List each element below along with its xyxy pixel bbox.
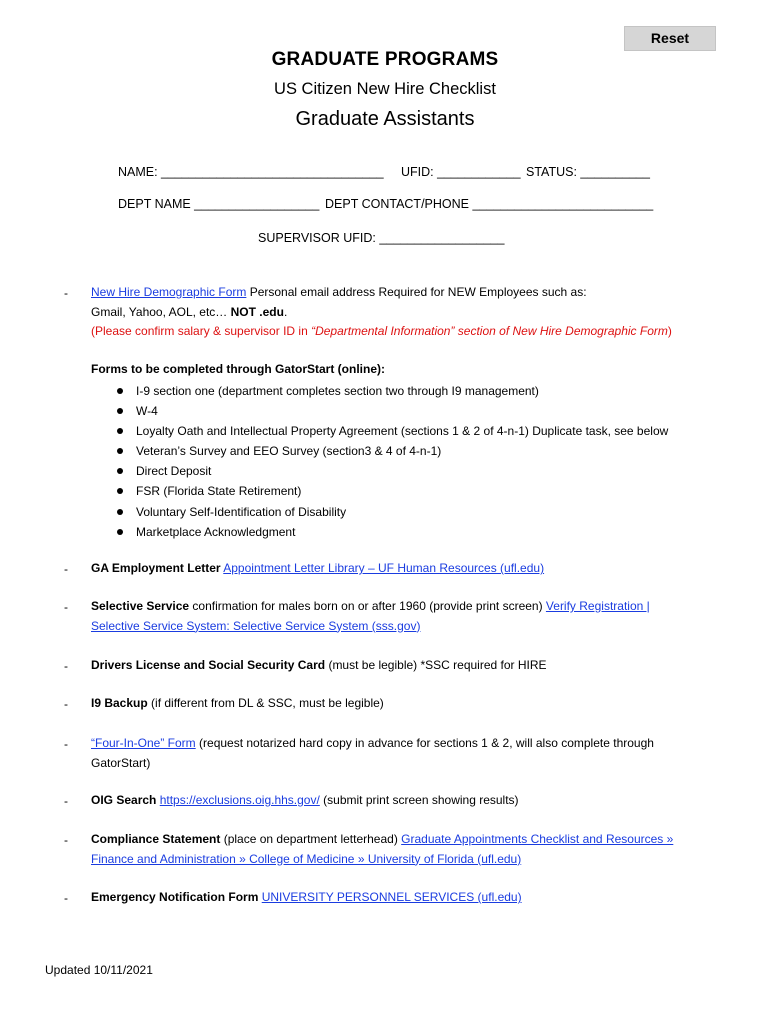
note-text: (Please confirm salary & supervisor ID in [91, 324, 312, 338]
list-item [112, 481, 668, 501]
bullet-icon [117, 509, 123, 515]
item-emphasis: NOT .edu [230, 304, 284, 319]
checklist-item-four-in-one [91, 734, 654, 773]
list-item-label: I-9 section one (department completes section two through I9 management) [136, 384, 539, 398]
updated-date: Updated 10/11/2021 [45, 963, 153, 977]
bullet-icon [117, 388, 123, 394]
checklist-item-emergency [91, 888, 522, 908]
checklist-item-employment-letter [91, 559, 544, 579]
item-title: Compliance Statement [91, 832, 221, 846]
list-dash: - [64, 833, 68, 847]
item-text: (place on department letterhead) [220, 832, 402, 846]
item-title: OIG Search [91, 793, 157, 807]
list-item [112, 381, 668, 401]
list-item-label: FSR (Florida State Retirement) [136, 484, 302, 499]
list-item [112, 522, 668, 542]
list-item [112, 401, 668, 421]
name-field[interactable]: NAME: ________________________________ [118, 165, 384, 179]
item-title: I9 Backup [91, 696, 148, 710]
supervisor-ufid-field[interactable]: SUPERVISOR UFID: __________________ [258, 231, 505, 245]
list-dash: - [64, 562, 68, 576]
appointment-letter-link[interactable]: Appointment Letter Library – UF Human Resources (ufl.edu) [223, 561, 545, 575]
checklist-item-selective-service [91, 597, 650, 636]
item-text: Personal email address Required for NEW Employees such as: [246, 285, 587, 299]
oig-exclusions-link[interactable]: https://exclusions.oig.hhs.gov/ [159, 793, 320, 807]
selective-service-link[interactable]: Selective Service System: Selective Service System (sss.gov) [91, 618, 421, 633]
item-title: Emergency Notification Form [91, 890, 259, 904]
list-dash: - [64, 600, 68, 614]
checklist-item-demographic [91, 283, 672, 342]
page-title: GRADUATE PROGRAMS [271, 49, 499, 70]
item-text: . [283, 304, 288, 319]
list-item [112, 421, 668, 441]
note-text: ) [667, 324, 672, 338]
dept-contact-field[interactable]: DEPT CONTACT/PHONE __________________________ [325, 197, 654, 211]
personnel-services-link[interactable]: UNIVERSITY PERSONNEL SERVICES (ufl.edu) [261, 890, 522, 904]
list-item [112, 461, 668, 481]
page-subtitle-secondary: Graduate Assistants [295, 108, 475, 130]
dept-name-field[interactable]: DEPT NAME __________________ [118, 197, 320, 211]
item-text: (if different from DL & SSC, must be legible) [147, 696, 384, 710]
list-dash: - [64, 794, 68, 808]
item-text: (must be legible) *SSC required for HIRE [325, 658, 547, 672]
new-hire-demographic-link[interactable]: New Hire Demographic Form [91, 285, 247, 299]
note-emphasis: “Departmental Information” section of New Hire Demographic Form [311, 324, 668, 338]
item-title: GA Employment Letter [91, 561, 221, 575]
four-in-one-link[interactable]: “Four-In-One” Form [91, 736, 196, 750]
forms-heading: Forms to be completed through GatorStart (online): [91, 362, 385, 376]
bullet-icon [117, 468, 123, 474]
item-title: Drivers License and Social Security Card [91, 658, 326, 672]
forms-list [112, 381, 668, 542]
list-item-label: Direct Deposit [136, 464, 212, 479]
item-text: Gmail, Yahoo, AOL, etc… [91, 304, 231, 319]
ufid-field[interactable]: UFID: ____________ [401, 165, 521, 179]
item-text: GatorStart) [91, 755, 151, 770]
checklist-item-oig-search [91, 791, 519, 811]
graduate-appointments-link[interactable]: Graduate Appointments Checklist and Resources » [401, 832, 674, 846]
list-item-label: Voluntary Self-Identification of Disability [136, 504, 347, 519]
list-item-label: Marketplace Acknowledgment [136, 524, 296, 539]
item-title: Selective Service [91, 599, 190, 613]
verify-registration-link[interactable]: Verify Registration | [545, 599, 650, 613]
item-text: (request notarized hard copy in advance for sections 1 & 2, will also complete through [195, 736, 654, 750]
list-item-label: Veteran’s Survey and EEO Survey (section3 & 4 of 4-n-1) [136, 444, 442, 459]
checklist-item-compliance [91, 830, 673, 869]
bullet-icon [117, 448, 123, 454]
reset-button[interactable]: Reset [624, 26, 716, 51]
list-item [112, 502, 668, 522]
bullet-icon [117, 529, 123, 535]
list-item-label: W-4 [136, 404, 158, 419]
checklist-item-i9-backup [91, 694, 384, 714]
bullet-icon [117, 428, 123, 434]
checklist-item-license-ssc [91, 656, 547, 676]
page-subtitle: US Citizen New Hire Checklist [274, 80, 496, 98]
list-item [112, 441, 668, 461]
item-text: confirmation for males born on or after 1960 (provide print screen) [189, 599, 546, 613]
finance-administration-link[interactable]: Finance and Administration » College of Medicine » University of Florida (ufl.edu) [91, 851, 522, 866]
item-text: (submit print screen showing results) [319, 793, 519, 807]
list-dash: - [64, 697, 68, 711]
list-item-label: Loyalty Oath and Intellectual Property Agreement (sections 1 & 2 of 4-n-1) Duplicate task, see below [136, 424, 669, 439]
status-field[interactable]: STATUS: __________ [526, 165, 650, 179]
list-dash: - [64, 737, 68, 751]
list-dash: - [64, 659, 68, 673]
bullet-icon [117, 408, 123, 414]
list-dash: - [64, 286, 68, 300]
list-dash: - [64, 891, 68, 905]
bullet-icon [117, 488, 123, 494]
